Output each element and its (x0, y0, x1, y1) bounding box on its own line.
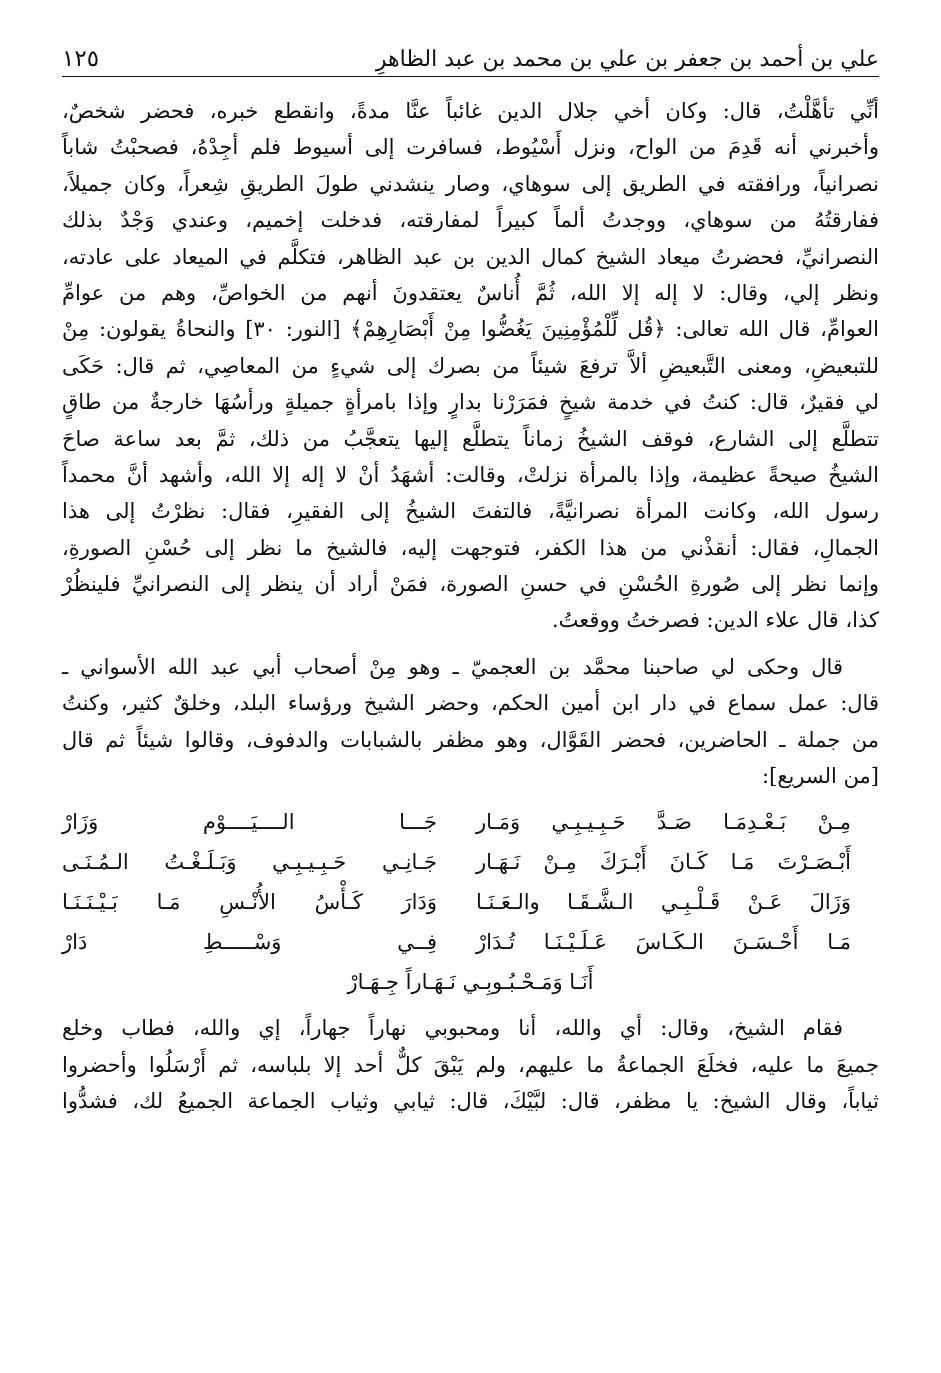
verse-line (62, 882, 879, 922)
final-hemistich: أَنَـا وَمَـحْـبُـوبِـي نَـهَـاراً جِـهَـارْ (347, 970, 594, 995)
header-rule (62, 76, 879, 77)
text-line: للتبعيضِ، ومعنى التَّبعيضِ ألاَّ ترفعَ شيئاً من بصرك إلى شيءٍ من المعاصِي، ثم قال: حَكَى (62, 353, 879, 378)
verse-gap (62, 1002, 879, 1010)
verse-right-hemistich: مَـا أَحْـسَـنَ الـكَـاسَ عَـلَـيْـنَـا تُـدَارْ (476, 930, 851, 955)
text-line: قال وحكى لي صاحبنا محمَّد بن العجميّ ـ وهو مِنْ أصحاب أبي عبد الله الأسواني ـ (62, 654, 843, 679)
text-line: وأخبرني أنه قَدِمَ من الواح، ونزل أَسْيُوط، فسافرت إلى أسيوط فلم أجِدْهُ، فصحبْتُ شاباً (62, 135, 879, 160)
text-line: فقام الشيخ، وقال: أي والله، أنا ومحبوبي نهاراً جهاراً، إي والله، فطاب وخلع (62, 1016, 843, 1041)
text-line: وإنما نظر إلى صُورةِ الحُسْنِ في حسنِ الصورة، فمَنْ أراد أن ينظر إلى النصرانيِّ فلينظُرْ (62, 572, 879, 597)
paragraph-1 (62, 93, 879, 639)
poem (62, 802, 879, 1002)
text-line: ففارقتُهُ من سوهاي، ووجدتُ ألماً كبيراً لمفارقته، فدخلت إخميم، وعندي وَجْدٌ بذلك (62, 208, 879, 233)
text-line: النصرانيِّ، فحضرتُ ميعاد الشيخ كمال الدين بن عبد الظاهر، فتكلَّم في الميعاد على عادته، (62, 244, 879, 269)
text-line: ونظر إلي، وقال: لا إله إلا الله، ثُمَّ أُناسٌ يعتقدونَ أنهم من الخواصِّ، وهم من عوامِّ (62, 280, 879, 305)
page-header (62, 28, 879, 72)
page-number: ١٢٥ (62, 46, 100, 72)
page-body (62, 93, 879, 1120)
text-line: الشيخُ صيحةً عظيمة، وإذا بالمرأة نزلتْ، وقالت: أشهَدُ أنْ لا إله إلا الله، وأشهد أنَّ محمداً (62, 462, 879, 487)
verse-line (62, 802, 879, 842)
text-line: قال: عمل سماع في دار ابن أمين الحكم، وحضر الشيخ ورؤساء البلد، وخلقٌ كثير، وكنتُ (62, 691, 879, 716)
text-line: جميعَ ما عليه، فخلَعَ الجماعةُ ما عليهم، ولم يَبْقَ كلٌّ أحد إلا بلباسه، ثم أَرْسَلُوا وأحضروا (62, 1052, 879, 1077)
text-line: الجمالِ، فقال: أنقذْني من هذا الكفر، فتوجهت إليه، فالشيخ ما نظر إلى حُسْنِ الصورةِ، (62, 535, 879, 560)
meter-note: [من السريع]: (762, 764, 879, 789)
running-title: علي بن أحمد بن جعفر بن علي بن محمد بن عبد الظاهرِ (375, 47, 879, 72)
verse-gap (62, 794, 879, 802)
text-line: العوامِّ، قال الله تعالى: ﴿قُل لِّلْمُؤْمِنِينَ يَغُضُّوا مِنْ أَبْصَارِهِمْ﴾ [النور: ٣٠] والنحاةُ يقولون: مِنْ (62, 317, 879, 342)
verse-left-hemistich: جَـــا الــــيَــــوْم وَزَارْ (62, 810, 437, 835)
paragraph-2 (62, 649, 879, 795)
text-line: ثياباً، وقال الشيخ: يا مظفر، قال: لبَّيْكَ، قال: ثيابي وثياب الجماعة الجميعُ لك، فشدُّوا (62, 1089, 879, 1114)
verse-left-hemistich: جَـانِـي حَـبِـيـبِـي وَبَـلَـغْـتُ الـمُـنَـى (62, 850, 437, 875)
text-line: تتطلَّع إلى الشارع، فوقف الشيخُ زماناً يتطلَّع إليها يتعجَّبُ من ذلك، ثمَّ بعد ساعة صاحَ (62, 426, 879, 451)
verse-line (62, 922, 879, 962)
text-line: من جملة ـ الحاضرين، فحضر القَوَّال، وهو مظفر بالشبابات والدفوف، وقالوا شيئاً ثم قال (62, 727, 879, 752)
verse-right-hemistich: مِـنْ بَـعْـدِمَـا صَـدَّ حَـبِـيـبِـي وَمَـار (476, 810, 851, 835)
text-line: كذا، قال علاء الدين: فصرختُ ووقعتُ. (552, 608, 879, 633)
text-line: لي فقيرٌ، قال: كنتُ في خدمة شيخٍ فمَرَرْنا بدارٍ وإذا بامرأةٍ جميلةٍ ورأسُهَا خارجةٌ من طاقٍ (62, 390, 879, 415)
verse-left-hemistich: وَدَارَ كَـأْسُ الأُنْـسِ مَـا بَـيْـنَـنَـا (62, 890, 437, 915)
paragraph-gap (62, 639, 879, 649)
verse-right-hemistich: وَزَالَ عَـنْ قَـلْـبِـي الـشَّـقَـا والـعَـنَـا (476, 890, 851, 915)
text-line: نصرانياً، ورافقته في الطريق إلى سوهاي، وصار ينشدني طولَ الطريقِ شِعراً، وكان جميلاً، (62, 171, 879, 196)
paragraph-3 (62, 1010, 879, 1119)
text-line: رسول الله، وكانت المرأة نصرانيَّةً، فالتفتَ الشيخُ إلى الفقيرِ، فقال: نظرْتُ إلى هذا (62, 499, 879, 524)
text-line: أنِّي تأهَّلْتُ، قال: وكان أخي جلال الدين غائباً عنَّا مدةً، وانقطع خبره، فحضر شخصٌ، (62, 99, 879, 123)
verse-right-hemistich: أَبْـصَـرْتَ مَـا كَـانَ أَبْـرَكَ مِـنْ نَـهَـار (476, 850, 851, 875)
verse-line (62, 842, 879, 882)
verse-left-hemistich: فِــي وَسْـــــطِ دَارْ (62, 930, 437, 955)
